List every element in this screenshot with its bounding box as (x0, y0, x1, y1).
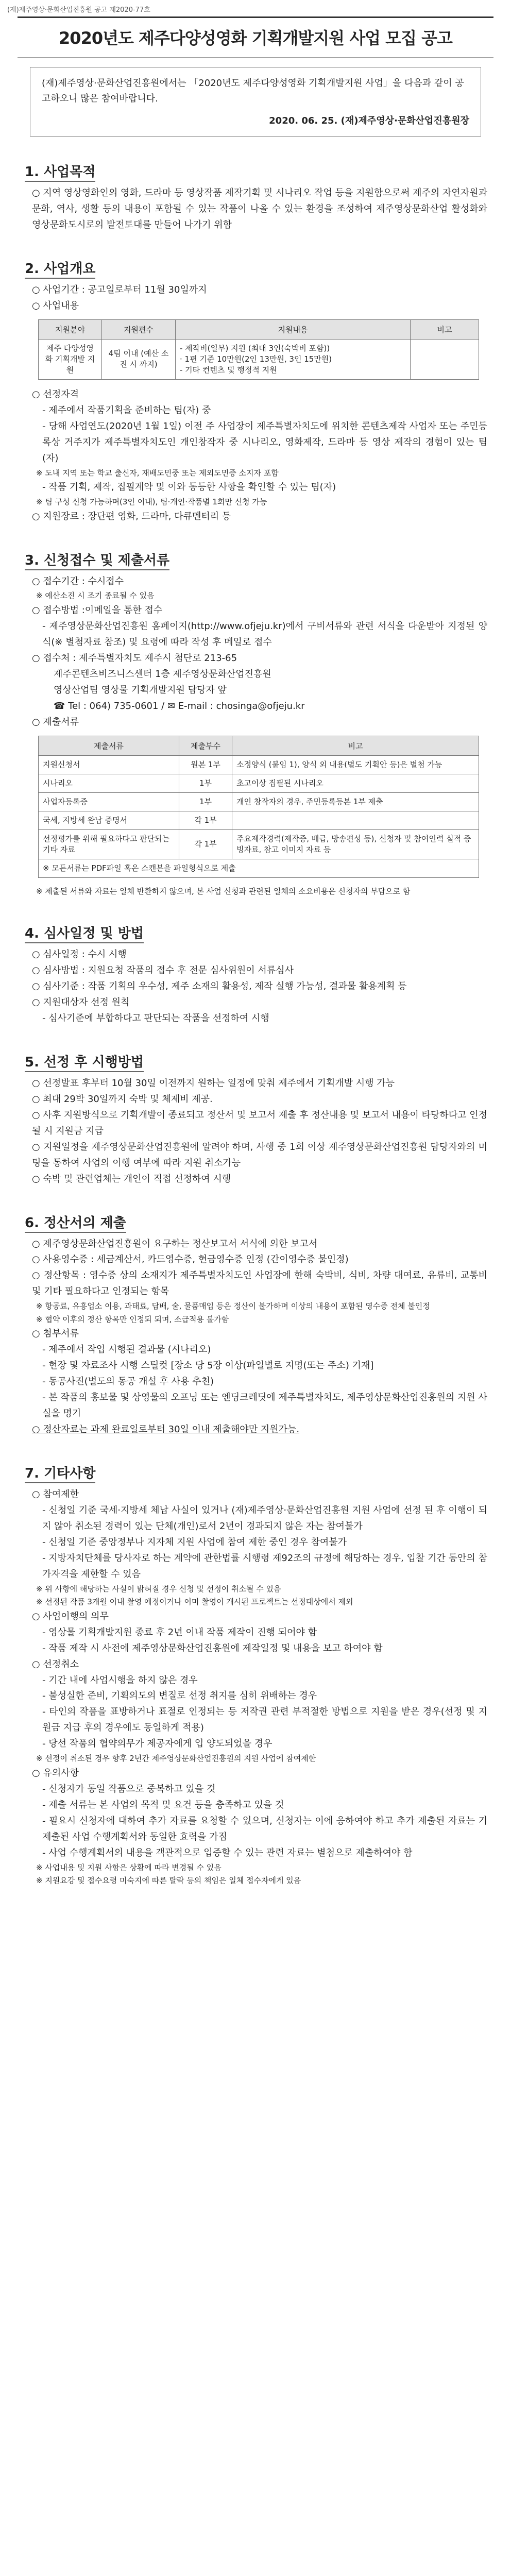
table-header: 비고 (232, 736, 479, 755)
eligibility-item: - 작품 기획, 제작, 집필계약 및 이와 동등한 사항을 확인할 수 있는 팀(자) (42, 482, 336, 493)
table-row (39, 339, 479, 379)
settlement-line: - 제주에서 작업 시행된 결과물 (시나리오) (42, 1344, 211, 1355)
execution-line: ○ 최대 29박 30일까지 숙박 및 체제비 제공. (32, 1093, 213, 1105)
period-note: ※ 예산소진 시 조기 종료될 수 있음 (36, 591, 155, 601)
table-row: 시나리오 1부 초고이상 집필된 시나리오 (39, 774, 479, 792)
section-heading: 5. 선정 후 시행방법 (25, 1052, 493, 1071)
settlement-line: ○ 정산항목 : 영수증 상의 소재지가 제주특별자치도인 사업장에 한해 숙박비, 식비, 차량 대여료, 유류비, 교통비 및 기타 필요하다고 인정되는 항목 (32, 1270, 487, 1297)
docs-note: ※ 제출된 서류와 자료는 일체 반환하지 않으며, 본 사업 신청과 관련된 일체의 소요비용은 신청자의 부담으로 함 (36, 886, 411, 896)
review-line: ○ 지원대상자 선정 원칙 (32, 996, 130, 1008)
eligibility-note: ※ 팀 구성 신청 가능하며(3인 이내), 팀·개인·작품별 1회만 신청 가능 (36, 497, 267, 507)
content-label: ○ 사업내용 (32, 300, 79, 311)
table-cell: 4팀 이내 (예산 소진 시 까지) (102, 339, 176, 379)
method-detail: - 제주영상문화산업진흥원 홈페이지(http://www.ofjeju.kr)에서 구비서류와 관련 서식을 다운받아 지정된 양식(※ 별첨자료 참조) 및 요령에 따라 작성 후 메일로 접수 (42, 620, 487, 648)
settlement-line: - 본 작품의 홍보물 및 상영물의 오프닝 또는 엔딩크레딧에 제주특별자치도, 제주영상문화산업진흥원의 지원 사실을 명기 (42, 1392, 487, 1419)
section-heading: 1. 사업목적 (25, 161, 493, 180)
misc-line: - 제출 서류는 본 사업의 목적 및 요건 등을 충족하고 있을 것 (42, 1799, 284, 1810)
table-footnote: ※ 모든서류는 PDF파일 혹은 스캔본을 파일형식으로 제출 (39, 859, 479, 877)
announcement-document (18, 12, 493, 1888)
intro-text: (재)제주영상·문화산업진흥원에서는 「2020년도 제주다양성영화 기획개발지원 사업」을 다음과 같이 공고하오니 많은 참여바랍니다. (42, 78, 464, 104)
misc-note: ※ 선정된 작품 3개월 이내 촬영 예정이거나 이미 촬영이 개시된 프로젝트는 선정대상에서 제외 (36, 1597, 353, 1607)
settlement-note: ※ 협약 이후의 정산 항목만 인정되 되며, 소급적용 불가함 (36, 1314, 229, 1324)
misc-line: - 기간 내에 사업시행을 하지 않은 경우 (42, 1674, 198, 1686)
table-header: 제출서류 (39, 736, 179, 755)
settlement-line: - 현장 및 자료조사 시행 스틸컷 [장소 당 5장 이상(파일별로 지명(또는 주소) 기재] (42, 1360, 374, 1371)
misc-note: ※ 위 사항에 해당하는 사실이 밝혀질 경우 신청 및 선정이 취소될 수 있음 (36, 1584, 281, 1594)
section-heading: 3. 신청접수 및 제출서류 (25, 550, 493, 569)
misc-line: - 작품 제작 시 사전에 제주영상문화산업진흥원에 제작일정 및 내용을 보고 하여야 함 (42, 1642, 383, 1654)
purpose-text: ○ 지역 영상영화인의 영화, 드라마 등 영상작품 제작기획 및 시나리오 작업 등을 지원함으로써 제주의 자연자원과 문화, 역사, 생활 등의 내용이 포함될 수 있는 작품이 나올 수 있는 환경을 조성하여 제주영상문화산업 활성화와 영상문화도시로의 발전토대를 만들어 나가기 위함 (32, 188, 487, 230)
table-header: 비고 (411, 319, 479, 339)
execution-line: ○ 숙박 및 관련업체는 개인이 직접 선정하여 시행 (32, 1173, 231, 1184)
misc-line: ○ 선정취소 (32, 1658, 79, 1670)
address-line: 제주콘텐츠비즈니스센터 1층 제주영상문화산업진흥원 (54, 668, 271, 680)
intro-box (30, 67, 481, 137)
intro-date: 2020. 06. 25. (재)제주영상·문화산업진흥원장 (269, 115, 469, 127)
table-row: 지원신청서 원본 1부 소정양식 (붙임 1), 양식 외 내용(별도 기획안 등)은 별첨 가능 (39, 755, 479, 774)
settlement-line: - 동공사진(별도의 동공 개설 후 사용 추천) (42, 1376, 214, 1387)
eligibility-item: - 당해 사업연도(2020년 1월 1일) 이전 주 사업장이 제주특별자치도에 위치한 콘텐츠제작 사업자 또는 주민등록상 거주지가 제주특별자치도인 개인창작자 중 시나리오, 영화제작, 드라마 등 영상 제작의 경험이 있는 팀(자) (42, 420, 487, 464)
document-title: 2020년도 제주다양성영화 기획개발지원 사업 모집 공고 (18, 16, 493, 58)
settlement-deadline: ○ 정산자료는 과제 완료일로부터 30일 이내 제출해야만 지원가능. (32, 1424, 300, 1435)
misc-line: - 신청일 기준 중앙정부나 지자체 지원 사업에 참여 제한 중인 경우 참여불가 (42, 1536, 347, 1548)
table-cell: 제주 다양성영화 기획개발 지원 (39, 339, 102, 379)
section-heading: 6. 정산서의 제출 (25, 1212, 493, 1231)
misc-line: - 사업 수행계획서의 내용을 객관적으로 입증할 수 있는 관련 자료는 별첨으로 제출하여야 함 (42, 1847, 413, 1858)
execution-line: ○ 사후 지원방식으로 기획개발이 종료되고 정산서 및 보고서 제출 후 정산내용 및 보고서 내용이 타당하다고 인정 될 시 지원금 지급 (32, 1109, 487, 1137)
contact-line: ☎ Tel : 064) 735-0601 / ✉ E-mail : chosinga@ofjeju.kr (54, 700, 305, 711)
misc-note: ※ 지원요강 및 접수요령 미숙지에 따른 탈락 등의 책임은 일체 접수자에게 있음 (36, 1876, 301, 1886)
section-heading: 4. 심사일정 및 방법 (25, 923, 493, 942)
genre-line: ○ 지원장르 : 장단편 영화, 드라마, 다큐멘터리 등 (32, 511, 231, 522)
review-line: ○ 심사기준 : 작품 기획의 우수성, 제주 소재의 활용성, 제작 실행 가능성, 결과물 활용계획 등 (32, 980, 407, 992)
notice-number: (재)제주영상·문화산업진흥원 공고 제2020-77호 (7, 6, 150, 14)
eligibility-item: - 제주에서 작품기획을 준비하는 팀(자) 중 (42, 404, 211, 416)
table-header: 지원분야 (39, 319, 102, 339)
section-heading: 7. 기타사항 (25, 1463, 493, 1482)
table-header: 지원편수 (102, 319, 176, 339)
misc-line: - 신청자가 동일 작품으로 중복하고 있을 것 (42, 1783, 216, 1794)
eligibility-label: ○ 선정자격 (32, 388, 79, 400)
table-row: 사업자등록증 1부 개인 창작자의 경우, 주민등록등본 1부 제출 (39, 792, 479, 811)
documents-table (38, 736, 479, 878)
misc-line: - 불성실한 준비, 기획의도의 변질로 선정 취지를 심히 위배하는 경우 (42, 1690, 317, 1702)
table-row: 국세, 지방세 완납 증명서 각 1부 (39, 811, 479, 829)
misc-line: - 영상물 기획개발지원 종료 후 2년 이내 작품 제작이 진행 되어야 함 (42, 1626, 317, 1638)
period-line: ○ 접수기간 : 수시접수 (32, 575, 124, 587)
misc-line: ○ 유의사항 (32, 1767, 79, 1778)
misc-note: ※ 선정이 취소된 경우 향후 2년간 제주영상문화산업진흥원의 지원 사업에 참여제한 (36, 1754, 316, 1764)
misc-note: ※ 사업내용 및 지원 사항은 상황에 따라 변경될 수 있음 (36, 1862, 222, 1872)
table-header: 지원내용 (176, 319, 411, 339)
settlement-line: ○ 사용영수증 : 세금계산서, 카드영수증, 현금영수증 인정 (간이영수증 불인정) (32, 1254, 349, 1265)
misc-line: - 당선 작품의 협약의무가 제공자에게 입 양도되었을 경우 (42, 1738, 272, 1750)
support-table (38, 319, 479, 380)
address-line: ○ 접수처 : 제주특별자치도 제주시 첨단로 213-65 (32, 652, 237, 664)
review-line: ○ 심사방법 : 지원요청 작품의 접수 후 전문 심사위원이 서류심사 (32, 965, 294, 976)
execution-line: ○ 선정발표 후부터 10월 30일 이전까지 원하는 일정에 맞춰 제주에서 기획개발 시행 가능 (32, 1077, 395, 1089)
table-row: 선정평가를 위해 필요하다고 판단되는 기타 자료 각 1부 주요제작경력(제작증, 배급, 방송편성 등), 신청자 및 참여인력 실적 증빙자료, 참고 이미지 자료 등 (39, 829, 479, 859)
table-header: 제출부수 (179, 736, 232, 755)
settlement-line: ○ 제주영상문화산업진흥원이 요구하는 정산보고서 서식에 의한 보고서 (32, 1238, 318, 1249)
review-line: ○ 심사일정 : 수시 시행 (32, 949, 127, 960)
misc-line: - 지방자치단체를 당사자로 하는 계약에 관한법률 시행령 제92조의 규정에 해당하는 경우, 입찰 기간 동안의 참가자격을 제한할 수 있음 (42, 1552, 487, 1580)
address-line: 영상산업팀 영상물 기획개발지원 담당자 앞 (54, 684, 227, 696)
review-line: - 심사기준에 부합하다고 판단되는 작품을 선정하여 시행 (42, 1012, 269, 1024)
execution-line: ○ 지원일정을 제주영상문화산업진흥원에 알려야 하며, 사행 중 1회 이상 제주영상문화산업진흥원 담당자와의 미팅을 통하여 사업의 이행 여부에 따라 지원 취소가능 (32, 1141, 487, 1168)
method-line: ○ 접수방법 :이메일을 통한 접수 (32, 604, 163, 616)
settlement-note: ※ 항공료, 유흥업소 이용, 과태료, 담배, 술, 물품매입 등은 정산이 불가하며 이상의 내용이 포함된 영수증 전체 불인정 (36, 1301, 430, 1311)
misc-line: - 신청일 기준 국세·지방세 체납 사실이 있거나 (재)제주영상·문화산업진흥원 지원 사업에 선정 된 후 이행이 되지 않아 취소된 경력이 있는 단체(개인)로서 2년이 경과되지 않은 자는 참여불가 (42, 1504, 487, 1532)
settlement-line: ○ 첨부서류 (32, 1328, 79, 1340)
docs-label: ○ 제출서류 (32, 716, 79, 727)
misc-line: - 필요시 신청자에 대하여 추가 자료를 요청할 수 있으며, 신청자는 이에 응하여야 하고 추가 제출된 자료는 기 제출된 사업 수행계획서와 동일한 효력을 가짐 (42, 1815, 487, 1842)
misc-line: - 타인의 작품을 표방하거나 표절로 인정되는 등 저작권 관련 부적절한 방법으로 지원을 받은 경우(선정 및 지원금 지급 후의 경우에도 동일하게 적용) (42, 1706, 487, 1734)
section-heading: 2. 사업개요 (25, 258, 493, 277)
table-row (39, 859, 479, 877)
eligibility-note: ※ 도내 지역 또는 학교 출신자, 재배도민중 또는 제외도민증 소지자 포함 (36, 468, 279, 478)
table-cell (411, 339, 479, 379)
misc-line: ○ 사업이행의 의무 (32, 1611, 109, 1622)
table-cell: - 제작비(일부) 지원 (최대 3인(숙박비 포함)) · 1편 기준 10만원(2인 13만원, 3인 15만원) - 기타 컨텐츠 및 행정적 지원 (176, 339, 411, 379)
period-line: ○ 사업기간 : 공고일로부터 11월 30일까지 (32, 284, 207, 295)
misc-line: ○ 참여제한 (32, 1489, 79, 1500)
